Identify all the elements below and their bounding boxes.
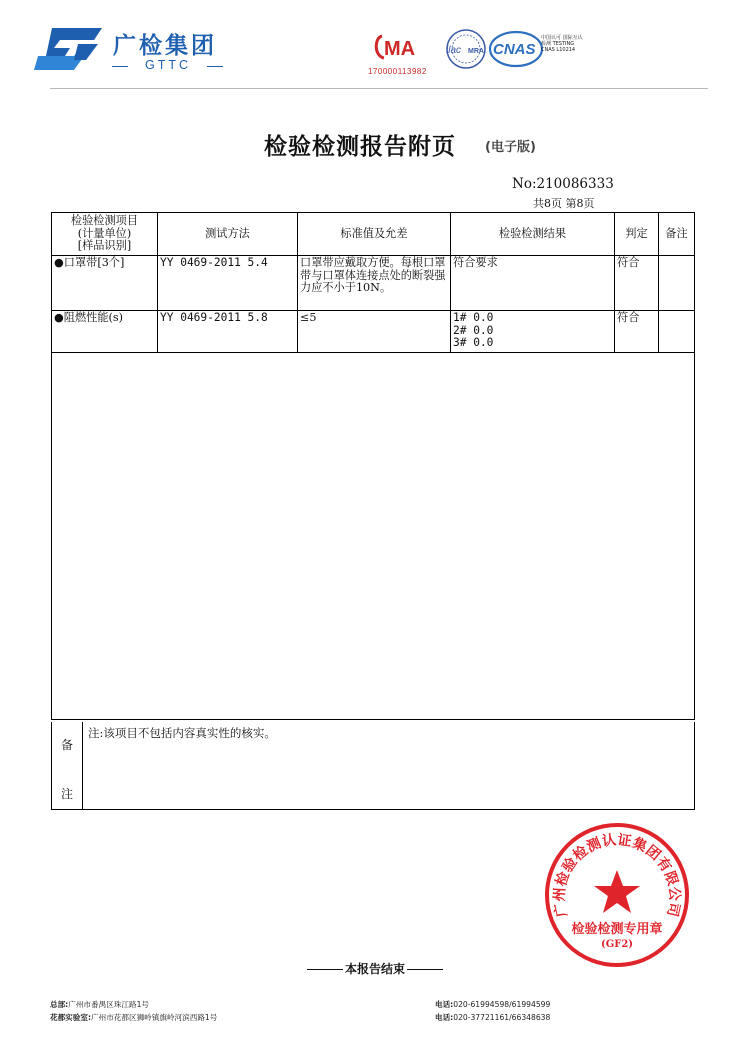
official-seal xyxy=(542,820,692,970)
footer-lab-address: 广州市花都区狮岭镇旗岭河滨西路1号 xyxy=(91,1013,218,1022)
header-item-id: [样品识别] xyxy=(77,239,132,253)
header-result: 检验检测结果 xyxy=(451,213,615,256)
row-method: YY 0469-2011 5.8 xyxy=(158,311,298,353)
header-standard: 标准值及允差 xyxy=(298,213,451,256)
cma-logo-icon xyxy=(372,32,432,62)
page-info: 共8页 第8页 xyxy=(533,197,595,210)
footer-tel2-label: 电话: xyxy=(435,1013,454,1022)
page-title-text: 检验检测报告附页 xyxy=(264,134,456,160)
svg-text:CNAS: CNAS xyxy=(493,41,536,58)
end-dash xyxy=(307,969,343,970)
report-end-text: 本报告结束 xyxy=(344,962,405,976)
remarks-label-top: 备 xyxy=(61,738,74,752)
header-method: 测试方法 xyxy=(158,213,298,256)
cnas-caption: 中国认可 国际互认 检测 TESTING CNAS L10214 xyxy=(541,35,583,53)
seal-purpose: 检验检测专用章 xyxy=(571,922,663,937)
result-line: 3# 0.0 xyxy=(453,336,494,349)
table-blank-area xyxy=(52,353,695,720)
footer-tel-1 xyxy=(435,999,550,1010)
header-divider xyxy=(50,88,708,89)
edition-label: (电子版) xyxy=(485,140,536,155)
report-end xyxy=(0,960,750,977)
cnas-logo-icon xyxy=(489,30,543,68)
footer-tel1-label: 电话: xyxy=(435,1000,454,1009)
table-header-row xyxy=(52,213,695,256)
row-verdict: 符合 xyxy=(615,256,659,311)
footer-hq-label: 总部: xyxy=(50,1000,69,1009)
footer-tel2: 020-37721161/66348638 xyxy=(453,1013,551,1022)
row-standard: 口罩带应戴取方便。每根口罩带与口罩体连接点处的断裂强力应不小于10N。 xyxy=(298,256,451,311)
blank-cell xyxy=(52,353,695,720)
end-dash xyxy=(407,969,443,970)
row-item: ●口罩带[3个] xyxy=(52,256,158,311)
row-result xyxy=(451,311,615,353)
footer-hq-address: 广州市番禺区珠江路1号 xyxy=(68,1000,150,1009)
report-number: No:210086333 xyxy=(512,176,614,192)
brand-name: 广检集团 xyxy=(113,33,217,59)
row-result: 符合要求 xyxy=(451,256,615,311)
remarks-text: 注:该项目不包括内容真实性的核实。 xyxy=(88,726,276,740)
svg-text:MA: MA xyxy=(384,38,416,60)
header-verdict: 判定 xyxy=(615,213,659,256)
result-line: 1# 0.0 xyxy=(453,311,494,324)
header-item-label: 检验检测项目 xyxy=(70,214,139,228)
footer-lab-label: 花都实验室: xyxy=(50,1013,92,1022)
footer-hq xyxy=(50,999,149,1010)
result-line: 2# 0.0 xyxy=(453,323,494,337)
seal-ring-text: 广州检验检测认证集团有限公司 xyxy=(551,832,683,919)
cma-number: 170000113982 xyxy=(368,67,427,76)
row-method: YY 0469-2011 5.4 xyxy=(158,256,298,311)
row-standard: ≤5 xyxy=(298,311,451,353)
header-note: 备注 xyxy=(659,213,695,256)
remarks-label-bottom: 注 xyxy=(61,787,74,801)
table-row xyxy=(52,311,695,353)
page-title xyxy=(0,128,750,161)
results-table xyxy=(51,212,695,720)
row-item: ●阻燃性能(s) xyxy=(52,311,158,353)
brand-abbrev: GTTC xyxy=(144,58,192,72)
footer-lab xyxy=(50,1012,217,1023)
header-item-unit: (计量单位) xyxy=(77,226,132,240)
row-note xyxy=(659,256,695,311)
table-row xyxy=(52,256,695,311)
seal-star-icon xyxy=(594,870,640,913)
svg-text:MRA: MRA xyxy=(468,48,484,55)
header-item xyxy=(52,213,158,256)
brand-divider xyxy=(207,66,223,67)
row-note xyxy=(659,311,695,353)
seal-code: (GF2) xyxy=(600,939,634,950)
svg-text:ilac: ilac xyxy=(446,45,462,56)
row-verdict: 符合 xyxy=(615,311,659,353)
footer-tel1: 020-61994598/61994599 xyxy=(453,1000,551,1009)
footer-tel-2 xyxy=(435,1012,550,1023)
gttc-logo-icon xyxy=(34,26,104,72)
